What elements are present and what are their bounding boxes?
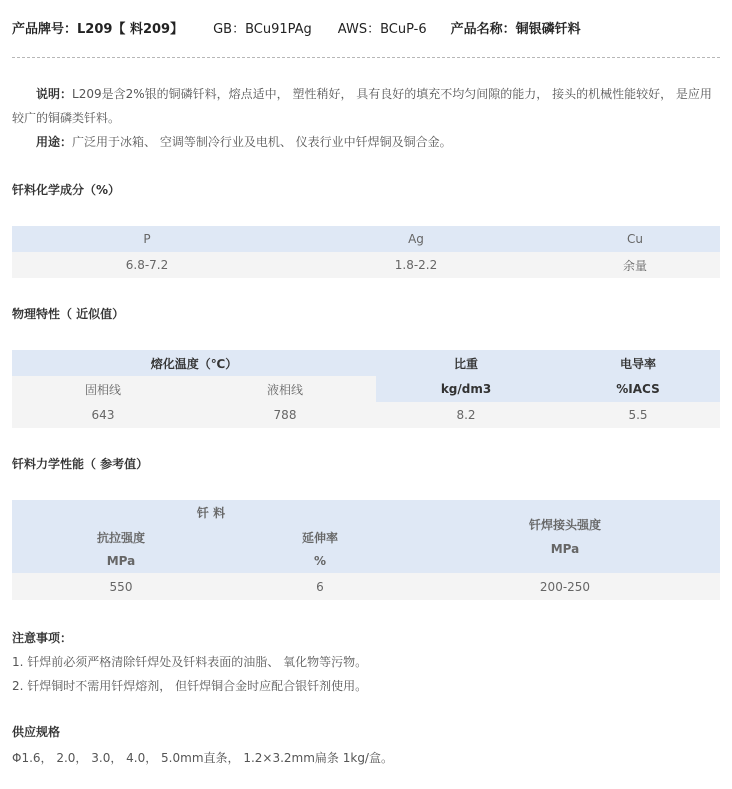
tensile-unit: MPa	[106, 554, 136, 568]
chem-section-title: 钎料化学成分（%）	[12, 183, 121, 197]
solidus-label: 固相线	[12, 376, 194, 402]
physical-header-row	[12, 350, 720, 376]
supply-title: 供应规格	[12, 725, 61, 739]
chem-header-cu: Cu	[627, 232, 643, 246]
usage-text: 广泛用于冰箱、 空调等制冷行业及电机、 仪表行业中钎焊铜及铜合金。	[72, 135, 452, 149]
dashed-divider	[12, 57, 720, 58]
product-title-line	[12, 17, 581, 37]
usage-paragraph	[12, 130, 718, 154]
mechanical-value-row	[12, 573, 720, 600]
supply-text: Φ1.6， 2.0， 3.0， 4.0， 5.0mm直条， 1.2×3.2mm扁条 1kg/盒。	[12, 751, 393, 765]
conductivity-header: 电导率	[556, 350, 720, 376]
elongation-unit: %	[313, 554, 327, 568]
description-paragraph	[12, 82, 718, 130]
joint-strength-header-cell	[410, 500, 720, 573]
liquidus-value: 788	[273, 408, 297, 422]
chem-value-cu: 余量	[622, 258, 647, 273]
mechanical-header-row	[12, 500, 720, 525]
density-header: 比重	[376, 350, 556, 376]
description-label: 说明：	[36, 87, 73, 101]
liquidus-label: 液相线	[194, 376, 376, 402]
joint-strength-header: 钎焊接头强度	[528, 517, 601, 532]
conductivity-unit: %IACS	[556, 376, 720, 402]
gb-standard: GB：BCu91PAg	[213, 21, 312, 37]
note-item: 1. 钎焊前必须严格清除钎焊处及钎料表面的油脂、 氧化物等污物。	[12, 655, 368, 669]
conductivity-value: 5.5	[628, 408, 648, 422]
note-item: 2. 钎焊铜时不需用钎焊熔剂， 但钎焊铜合金时应配合银钎剂使用。	[12, 679, 368, 693]
tensile-value: 550	[109, 579, 133, 594]
chem-table	[12, 226, 720, 278]
physical-subheader-row	[12, 376, 720, 402]
mechanical-table	[12, 500, 720, 600]
chem-value-row	[12, 252, 720, 278]
mechanical-section-title: 钎料力学性能（ 参考值）	[12, 457, 149, 471]
melting-temp-header: 熔化温度（℃）	[12, 350, 376, 376]
chem-header-row	[12, 226, 720, 252]
joint-strength-value: 200-250	[539, 579, 591, 594]
density-value: 8.2	[456, 408, 476, 422]
chem-value-ag: 1.8-2.2	[394, 258, 438, 272]
tensile-header: 抗拉强度	[96, 530, 145, 545]
aws-standard: AWS：BCuP-6	[337, 21, 427, 37]
solidus-value: 643	[91, 408, 115, 422]
chem-value-p: 6.8-7.2	[125, 258, 169, 272]
product-name: 产品名称：铜银磷钎料	[450, 21, 581, 37]
brand-label: 产品牌号：L209【 料209】	[12, 21, 184, 37]
physical-table	[12, 350, 720, 428]
usage-label: 用途：	[36, 135, 73, 149]
elongation-header: 延伸率	[301, 530, 338, 545]
chem-header-p: P	[143, 232, 151, 246]
notes-title: 注意事项：	[12, 631, 73, 645]
physical-section-title: 物理特性（ 近似值）	[12, 307, 125, 321]
density-unit: kg/dm3	[376, 376, 556, 402]
joint-strength-unit: MPa	[550, 541, 580, 556]
chem-header-ag: Ag	[408, 232, 424, 246]
supply-section	[12, 720, 718, 770]
physical-value-row	[12, 402, 720, 428]
elongation-value: 6	[316, 579, 324, 594]
filler-header: 钎 料	[196, 506, 226, 520]
description-text: L209是含2%银的铜磷钎料，熔点适中， 塑性稍好， 具有良好的填充不均匀间隙的能力， 接头的机械性能较好， 是应用较广的铜磷类钎料。	[12, 87, 712, 125]
notes-section	[12, 626, 718, 698]
